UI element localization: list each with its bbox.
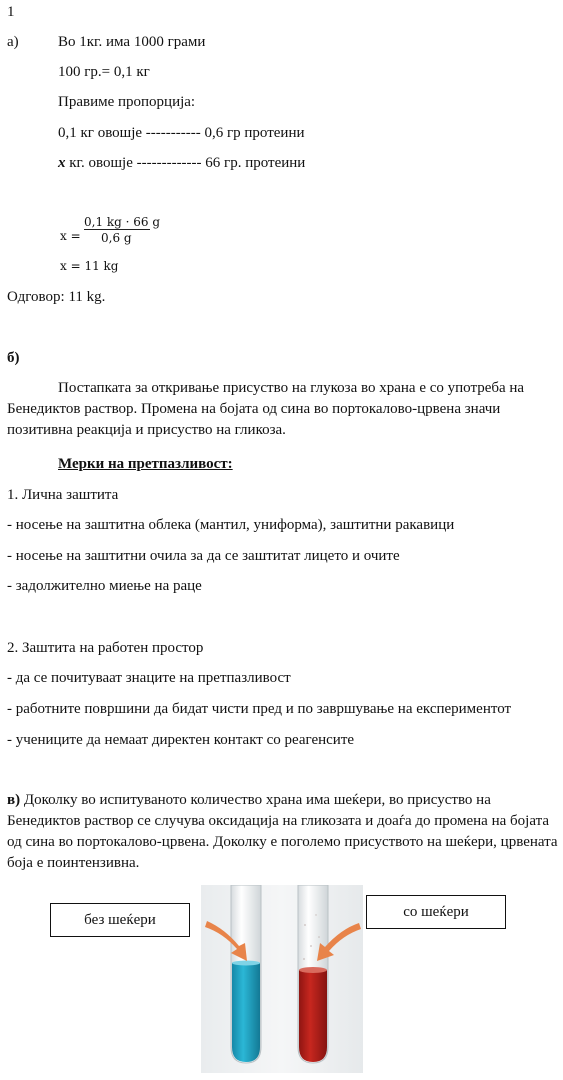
personal-protection-title: 1. Лична заштита (7, 487, 119, 503)
variable-x: x (58, 155, 66, 171)
formula-lhs: x = (60, 229, 81, 243)
test-tubes-photo (201, 885, 363, 1073)
part-a-line-5-text: кг. овошје ------------- 66 гр. протеини (65, 155, 306, 171)
part-b-marker: б) (7, 350, 20, 366)
personal-item: - носење на заштитна облека (мантил, униформа), заштитни ракавици (7, 517, 455, 533)
page-number: 1 (7, 4, 15, 20)
part-v-paragraph: Доколку во испитуваното количество храна има шеќери, во присуство на Бенедиктов раствор се случува оксидација на гликозата и доаѓа до промена на бојата од сина во портокалово-црвена. Доколку е поголемо присуството на шеќери, црвената боја е поинтензивна. (7, 792, 558, 871)
part-a-line-4: 0,1 кг овошје ----------- 0,6 гр протеини (58, 125, 305, 141)
label-with-sugar (366, 895, 506, 929)
workspace-protection-title: 2. Заштита на работен простор (7, 640, 204, 656)
part-a-marker: а) (7, 34, 19, 50)
label-no-sugar-text: без шеќери (84, 911, 156, 928)
label-no-sugar (50, 903, 190, 937)
part-v-marker: в) (7, 792, 21, 808)
part-a-line-2: 100 гр.= 0,1 кг (58, 64, 150, 80)
test-tubes-image (201, 885, 363, 1073)
workspace-item: - работните површини да бидат чисти пред и по завршување на експериментот (7, 701, 512, 717)
personal-item: - носење на заштитни очила за да се заштитат лицето и очите (7, 548, 400, 564)
formula-result: x = 11 kg (60, 259, 119, 273)
formula-denominator: 0,6 g (101, 231, 132, 245)
personal-item: - задолжително миење на раце (7, 578, 202, 594)
part-a-line-3: Правиме пропорција: (58, 94, 196, 110)
label-with-sugar-text: со шеќери (403, 903, 469, 920)
formula-numerator: 0,1 kg · 66 g (84, 215, 161, 229)
safety-title: Мерки на претпазливост: (58, 456, 233, 472)
part-v-block (7, 790, 559, 874)
workspace-item: - учениците да немаат директен контакт со реагенсите (7, 732, 355, 748)
workspace-item: - да се почитуваат знаците на претпазливост (7, 670, 291, 686)
part-a-line-1: Во 1кг. има 1000 грами (58, 34, 206, 50)
part-a-line-5 (58, 154, 305, 172)
fraction-bar (84, 229, 150, 230)
part-a-answer: Одговор: 11 kg. (7, 289, 106, 305)
part-b-paragraph: Постапката за откривање присуство на глукоза во храна е со употреба на Бенедиктов раствор. Промена на бојата од сина во портокалово-црвена значи позитивна реакција и присуство на гликоза. (7, 380, 525, 438)
